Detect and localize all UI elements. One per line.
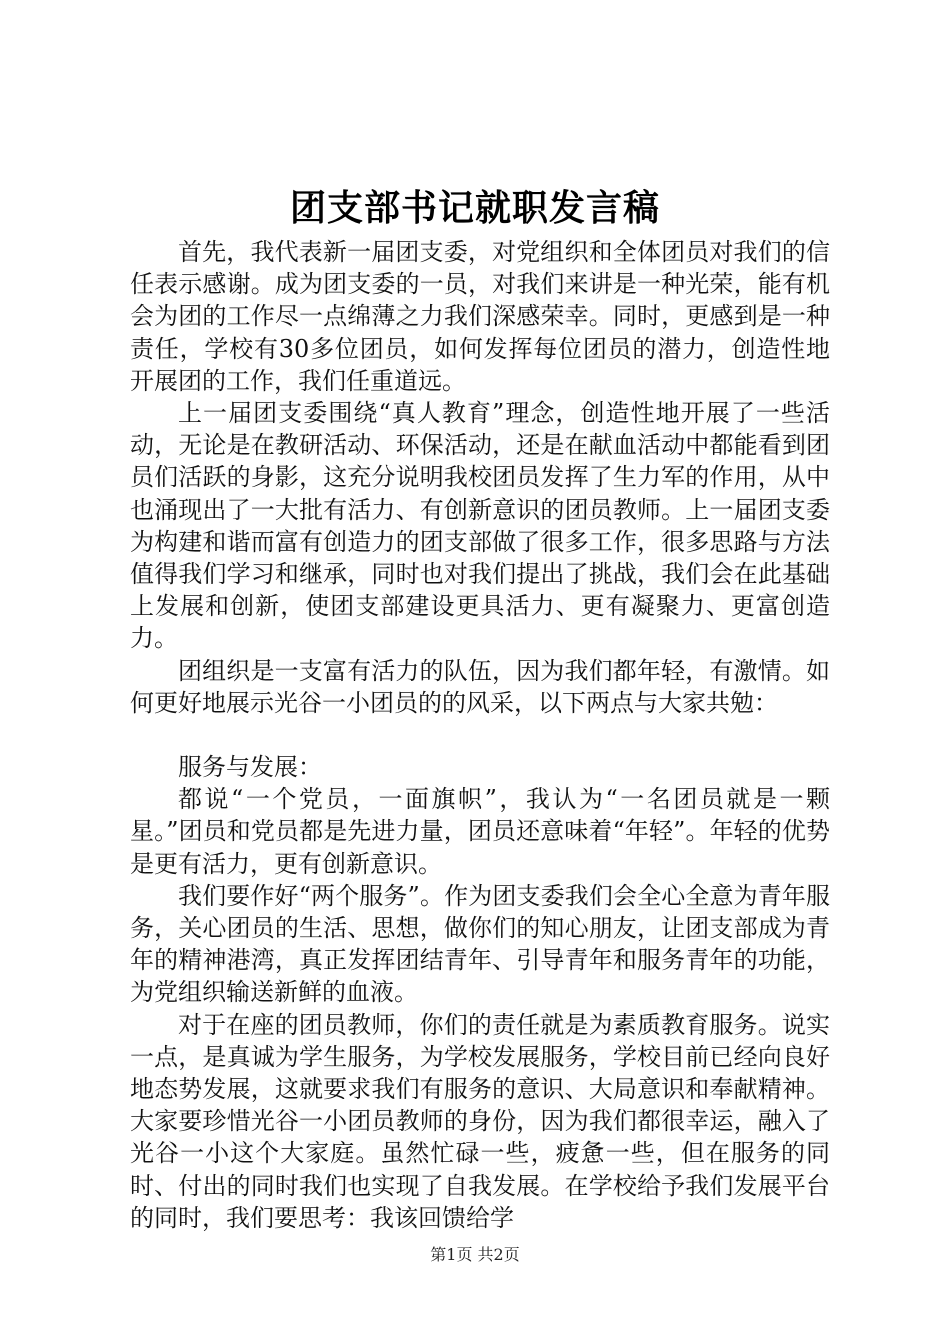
document-body — [130, 236, 830, 1234]
paragraph: 上一届团支委围绕“真人教育”理念，创造性地开展了一些活动，无论是在教研活动、环保活动，还是在献血活动中都能看到团员们活跃的身影，这充分说明我校团员发挥了生力军的作用，从中也涌现出了一大批有活力、有创新意识的团员教师。上一届团支委为构建和谐而富有创造力的团支部做了很多工作，很多思路与方法值得我们学习和继承，同时也对我们提出了挑战，我们会在此基础上发展和创新，使团支部建设更具活力、更有凝聚力、更富创造力。 — [130, 399, 830, 653]
document-title: 团支部书记就职发言稿 — [289, 187, 660, 229]
page-footer: 第1页 共2页 — [430, 1245, 520, 1264]
paragraph: 都说“一个党员，一面旗帜”，我认为“一名团员就是一颗星。”团员和党员都是先进力量，团员还意味着“年轻”。年轻的优势是更有活力，更有创新意识。 — [130, 785, 830, 878]
paragraph: 对于在座的团员教师，你们的责任就是为素质教育服务。说实一点，是真诚为学生服务，为学校发展服务，学校目前已经向良好地态势发展，这就要求我们有服务的意识、大局意识和奉献精神。大家要珍惜光谷一小团员教师的身份，因为我们都很幸运，融入了光谷一小这个大家庭。虽然忙碌一些，疲惫一些，但在服务的同时、付出的同时我们也实现了自我发展。在学校给予我们发展平台的同时，我们要思考：我该回馈给学 — [130, 1010, 830, 1232]
section-heading: 服务与发展： — [178, 753, 322, 782]
paragraph: 首先，我代表新一届团支委，对党组织和全体团员对我们的信任表示感谢。成为团支委的一员，对我们来讲是一种光荣，能有机会为团的工作尽一点绵薄之力我们深感荣幸。同时，更感到是一种责任，学校有30多位团员，如何发挥每位团员的潜力，创造性地开展团的工作，我们任重道远。 — [130, 238, 830, 395]
paragraph: 团组织是一支富有活力的队伍，因为我们都年轻，有激情。如何更好地展示光谷一小团员的的风采，以下两点与大家共勉： — [130, 656, 830, 717]
paragraph: 我们要作好“两个服务”。作为团支委我们会全心全意为青年服务，关心团员的生活、思想，做你们的知心朋友，让团支部成为青年的精神港湾，真正发挥团结青年、引导青年和服务青年的功能，为党组织输送新鲜的血液。 — [130, 881, 830, 1007]
